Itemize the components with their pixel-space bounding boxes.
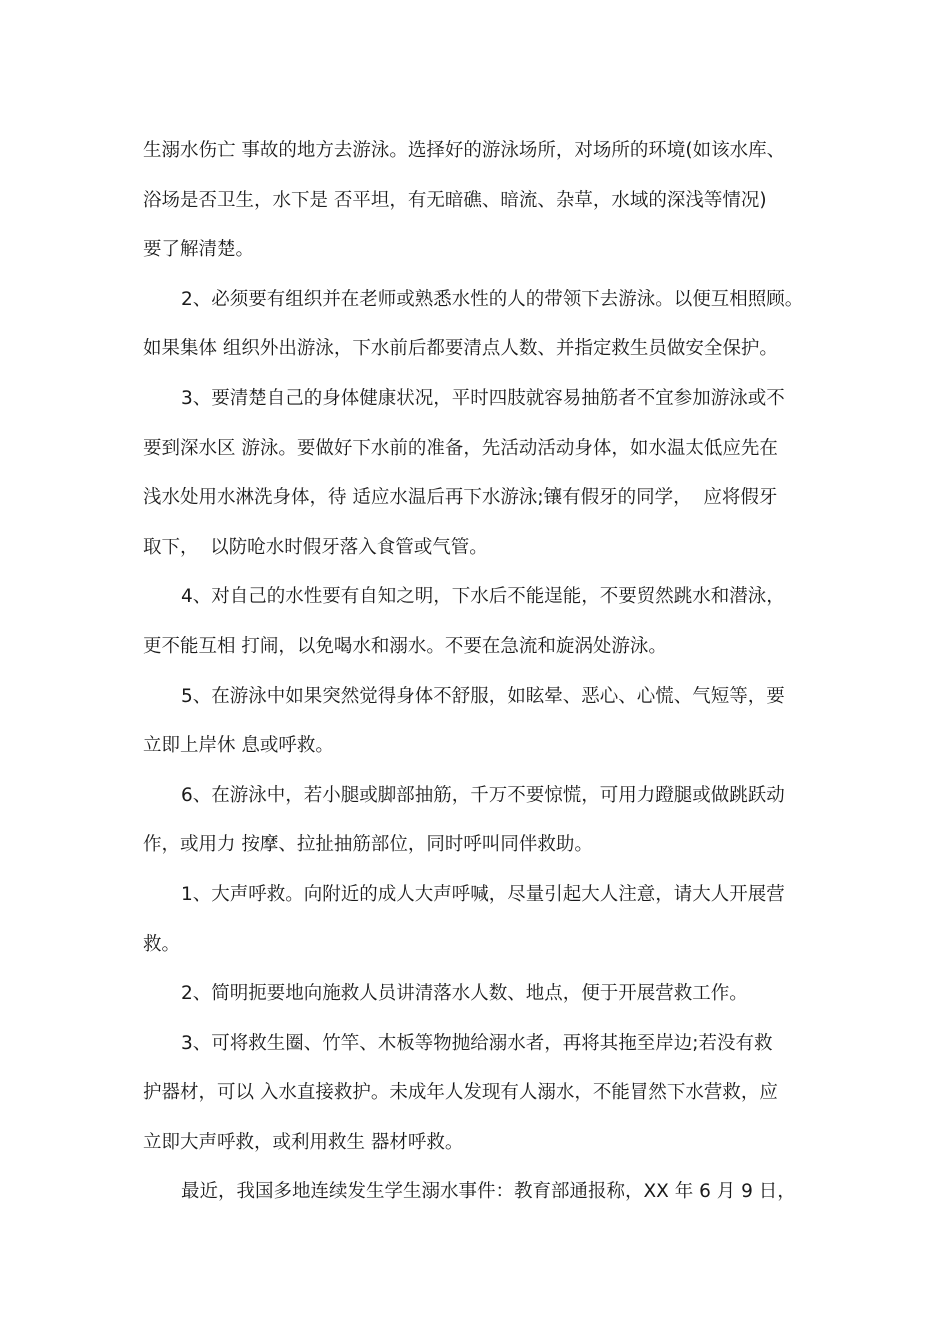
text-line-15: 作，或用力 按摩、拉扯抽筋部位，同时呼叫同伴救助。 — [143, 834, 593, 856]
text-line-4: 2、必须要有组织并在老师或熟悉水性的人的带领下去游泳。以便互相照顾。 — [181, 288, 804, 310]
text-line-7: 要到深水区 游泳。要做好下水前的准备，先活动活动身体，如水温太低应先在 — [143, 437, 778, 459]
text-line-8: 浅水处用水淋洗身体，待 适应水温后再下水游泳;镶有假牙的同学， 应将假牙 — [143, 487, 778, 509]
text-line-20: 护器材，可以 入水直接救护。未成年人发现有人溺水，不能冒然下水营救，应 — [143, 1082, 778, 1104]
text-line-1: 生溺水伤亡 事故的地方去游泳。选择好的游泳场所，对场所的环境(如该水库、 — [143, 140, 786, 161]
text-line-13: 立即上岸休 息或呼救。 — [143, 735, 334, 757]
text-line-6: 3、要清楚自己的身体健康状况，平时四肢就容易抽筋者不宜参加游泳或不 — [181, 387, 785, 409]
text-line-5: 如果集体 组织外出游泳，下水前后都要清点人数、并指定救生员做安全保护。 — [143, 338, 778, 360]
document-body — [143, 131, 813, 1222]
text-line-2: 浴场是否卫生，水下是 否平坦，有无暗礁、暗流、杂草，水域的深浅等情况) — [143, 189, 767, 211]
text-line-16: 1、大声呼救。向附近的成人大声呼喊，尽量引起大人注意，请大人开展营 — [181, 883, 785, 905]
text-line-12: 5、在游泳中如果突然觉得身体不舒服，如眩晕、恶心、心慌、气短等，要 — [181, 685, 785, 707]
text-line-10: 4、对自己的水性要有自知之明，下水后不能逞能，不要贸然跳水和潜泳， — [181, 586, 785, 608]
text-line-17: 救。 — [143, 933, 181, 955]
text-line-11: 更不能互相 打闹，以免喝水和溺水。不要在急流和旋涡处游泳。 — [143, 635, 667, 657]
text-line-18: 2、简明扼要地向施救人员讲清落水人数、地点，便于开展营救工作。 — [181, 983, 748, 1005]
text-line-9: 取下， 以防呛水时假牙落入食管或气管。 — [143, 536, 488, 558]
text-line-22: 最近，我国多地连续发生学生溺水事件：教育部通报称，XX 年 6 月 9 日， — [181, 1181, 796, 1203]
text-line-21: 立即大声呼救，或利用救生 器材呼救。 — [143, 1131, 464, 1153]
text-line-3: 要了解清楚。 — [143, 239, 255, 261]
text-line-19: 3、可将救生圈、竹竿、木板等物抛给溺水者，再将其拖至岸边;若没有救 — [181, 1032, 773, 1054]
text-line-14: 6、在游泳中，若小腿或脚部抽筋，千万不要惊慌，可用力蹬腿或做跳跃动 — [181, 784, 785, 806]
